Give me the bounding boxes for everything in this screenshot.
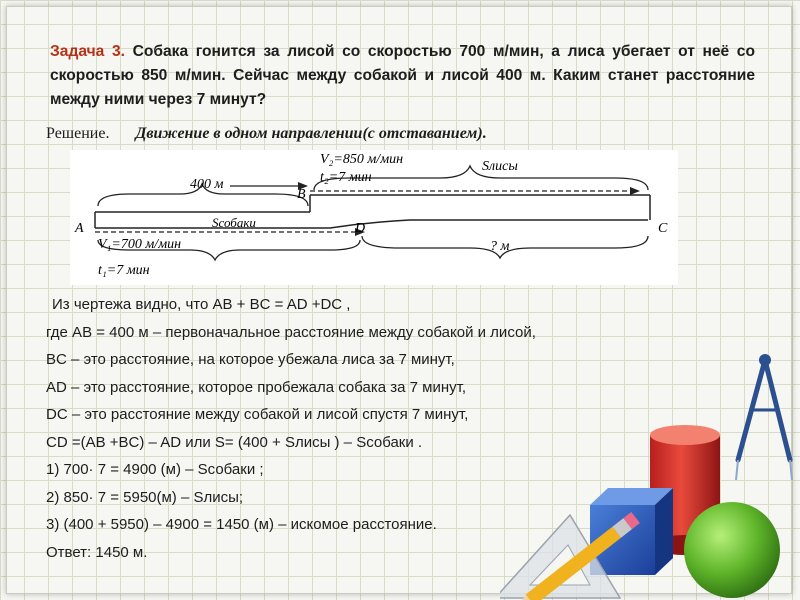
geometry-illustration xyxy=(500,340,800,600)
segment-ac xyxy=(95,220,648,228)
solution-line: AD – это расстояние, которое пробежала собака за 7 минут, xyxy=(46,378,467,396)
solution-line: где AB = 400 м – первоначальное расстояние между собакой и лисой, xyxy=(46,323,536,341)
solution-line: 2) 850· 7 = 5950(м) – Sлисы; xyxy=(46,488,244,506)
label-point-d: D xyxy=(355,221,366,236)
task-statement xyxy=(50,40,755,112)
motion-diagram xyxy=(70,150,678,285)
task-label: Задача 3. xyxy=(50,43,125,60)
label-point-c: C xyxy=(658,221,668,236)
label-t2: t₂=7 мин xyxy=(320,170,372,185)
solution-line: Из чертежа видно, что AB + BC = AD +DC , xyxy=(52,296,351,313)
solution-line: 3) (400 + 5950) – 4900 = 1450 (м) – искомое расстояние. xyxy=(46,516,437,533)
label-v1: V₁=700 м/мин xyxy=(98,237,182,252)
solution-label: Решение. xyxy=(46,125,110,142)
solution-line: CD =(AB +BC) – AD или S= (400 + Sлисы ) – Sсобаки . xyxy=(46,433,423,451)
sphere-icon xyxy=(684,502,780,598)
solution-line: BC – это расстояние, на которое убежала лиса за 7 минут, xyxy=(46,351,455,368)
label-point-a: A xyxy=(75,221,84,236)
answer-line: Ответ: 1450 м. xyxy=(46,543,148,561)
label-point-b: B xyxy=(297,187,306,202)
label-v2: V₂=850 м/мин xyxy=(320,152,404,167)
solution-heading: Движение в одном направлении(с отставанием). xyxy=(135,125,487,142)
label-s-dog: Sсобаки xyxy=(212,215,256,230)
fox-arrowhead xyxy=(630,187,640,195)
cube-icon xyxy=(590,488,673,575)
solution-line: DC – это расстояние между собакой и лисой спустя 7 минут, xyxy=(46,406,469,423)
label-distance-ab: 400 м xyxy=(190,177,224,192)
label-s-fox: Sлисы xyxy=(482,159,518,174)
label-unknown: ? м xyxy=(490,239,510,254)
diagram-svg xyxy=(70,150,678,285)
task-text: Собака гонится за лисой со скоростью 700 м/мин, а лиса убегает от неё со скоростью 850 м/мин. Сейчас между собакой и лисой 400 м. Каким станет расстояние между ними через 7 минут? xyxy=(50,43,756,108)
compass-icon xyxy=(736,354,792,480)
solution-line: 1) 700· 7 = 4900 (м) – Sсобаки ; xyxy=(46,461,264,478)
solution-row xyxy=(46,125,487,143)
label-t1: t₁=7 мин xyxy=(98,263,150,278)
